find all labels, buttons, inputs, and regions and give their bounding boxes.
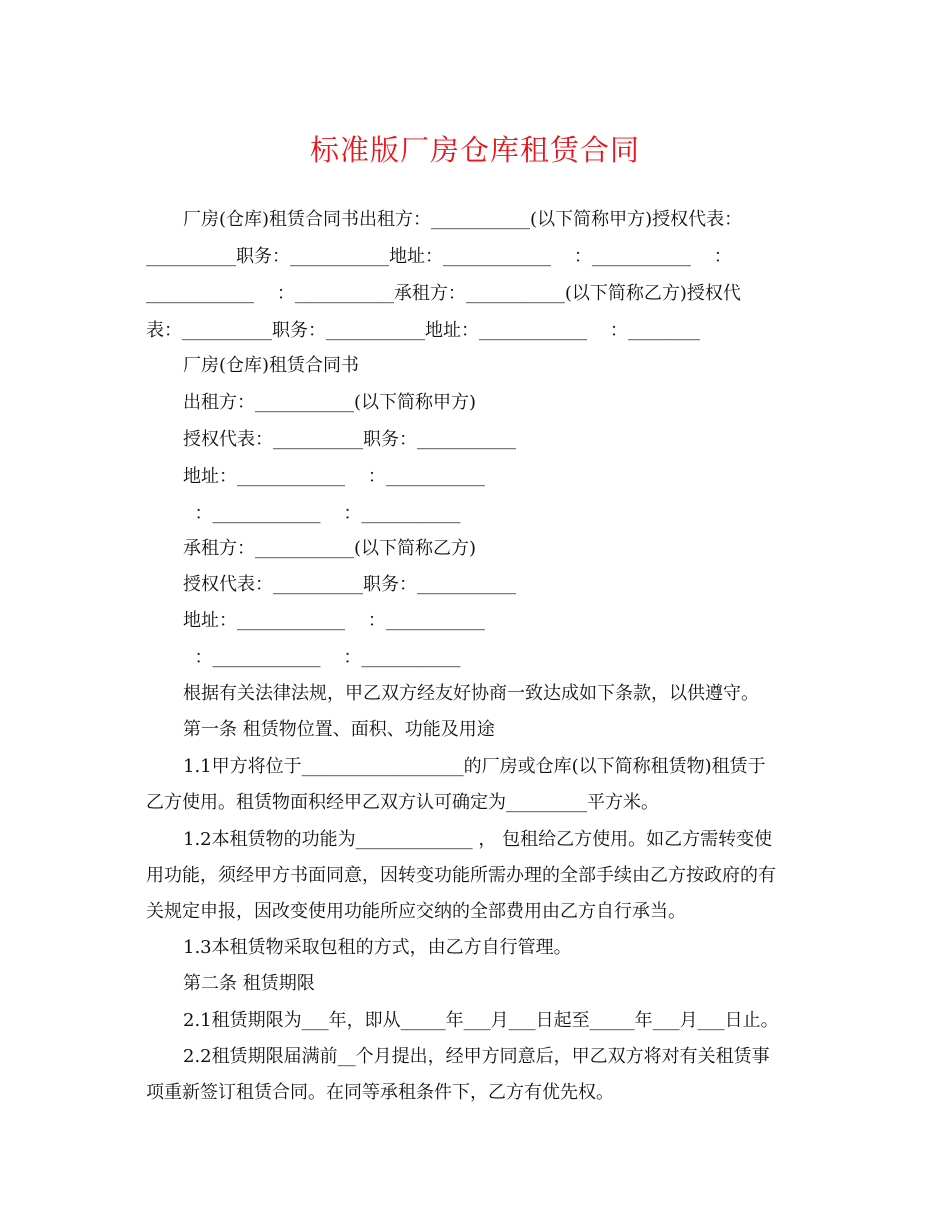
paragraph-line: 厂房(仓库)租赁合同书出租方：___________(以下简称甲方)授权代表： <box>183 209 743 230</box>
paragraph-line: 地址：____________ ：___________ <box>183 610 485 631</box>
paragraph-line: 用功能，须经甲方书面同意，因转变功能所需办理的全部手续由乙方按政府的有 <box>146 865 776 886</box>
paragraph-line: 关规定申报，因改变使用功能所应交纳的全部费用由乙方自行承当。 <box>146 901 686 922</box>
paragraph-line: 授权代表：__________职务：___________ <box>183 429 516 450</box>
paragraph-line: 1.1甲方将位于__________________的厂房或仓库(以下简称租赁物)租赁于 <box>183 756 766 777</box>
paragraph-line: 厂房(仓库)租赁合同书 <box>183 355 360 376</box>
paragraph-line: 1.3本租赁物采取包租的方式，由乙方自行管理。 <box>183 937 572 958</box>
paragraph-line: 出租方：___________(以下简称甲方) <box>183 392 477 413</box>
paragraph-line: 2.2租赁期限届满前__个月提出，经甲方同意后，甲乙双方将对有关租赁事 <box>183 1046 770 1067</box>
section-heading: 第二条 租赁期限 <box>183 973 315 994</box>
paragraph-line: 承租方：___________(以下简称乙方) <box>183 538 477 559</box>
section-heading: 第一条 租赁物位置、面积、功能及用途 <box>183 719 495 740</box>
paragraph-line: 表：__________职务：___________地址：____________ ：________ <box>146 320 700 341</box>
paragraph-line: 根据有关法律法规，甲乙双方经友好协商一致达成如下条款，以供遵守。 <box>183 683 759 704</box>
paragraph-line: __________职务：___________地址：____________ ：___________ ： <box>146 246 732 267</box>
paragraph-line: ____________ ：___________承租方：___________(以下简称乙方)授权代 <box>146 283 741 304</box>
document-title: 标准版厂房仓库租赁合同 <box>309 133 640 167</box>
paragraph-line: ：____________ ：___________ <box>183 503 461 524</box>
paragraph-line: 乙方使用。租赁物面积经甲乙双方认可确定为_________平方米。 <box>146 792 659 813</box>
paragraph-line: 授权代表：__________职务：___________ <box>183 574 516 595</box>
paragraph-line: 1.2本租赁物的功能为_____________ ， 包租给乙方使用。如乙方需转变使 <box>183 829 773 850</box>
paragraph-line: 项重新签订租赁合同。在同等承租条件下，乙方有优先权。 <box>146 1082 614 1103</box>
paragraph-line: 2.1租赁期限为___年，即从_____年___月___日起至_____年___月___日止。 <box>183 1010 779 1031</box>
paragraph-line: 地址：____________ ：___________ <box>183 466 485 487</box>
paragraph-line: ：____________ ：___________ <box>183 647 461 668</box>
